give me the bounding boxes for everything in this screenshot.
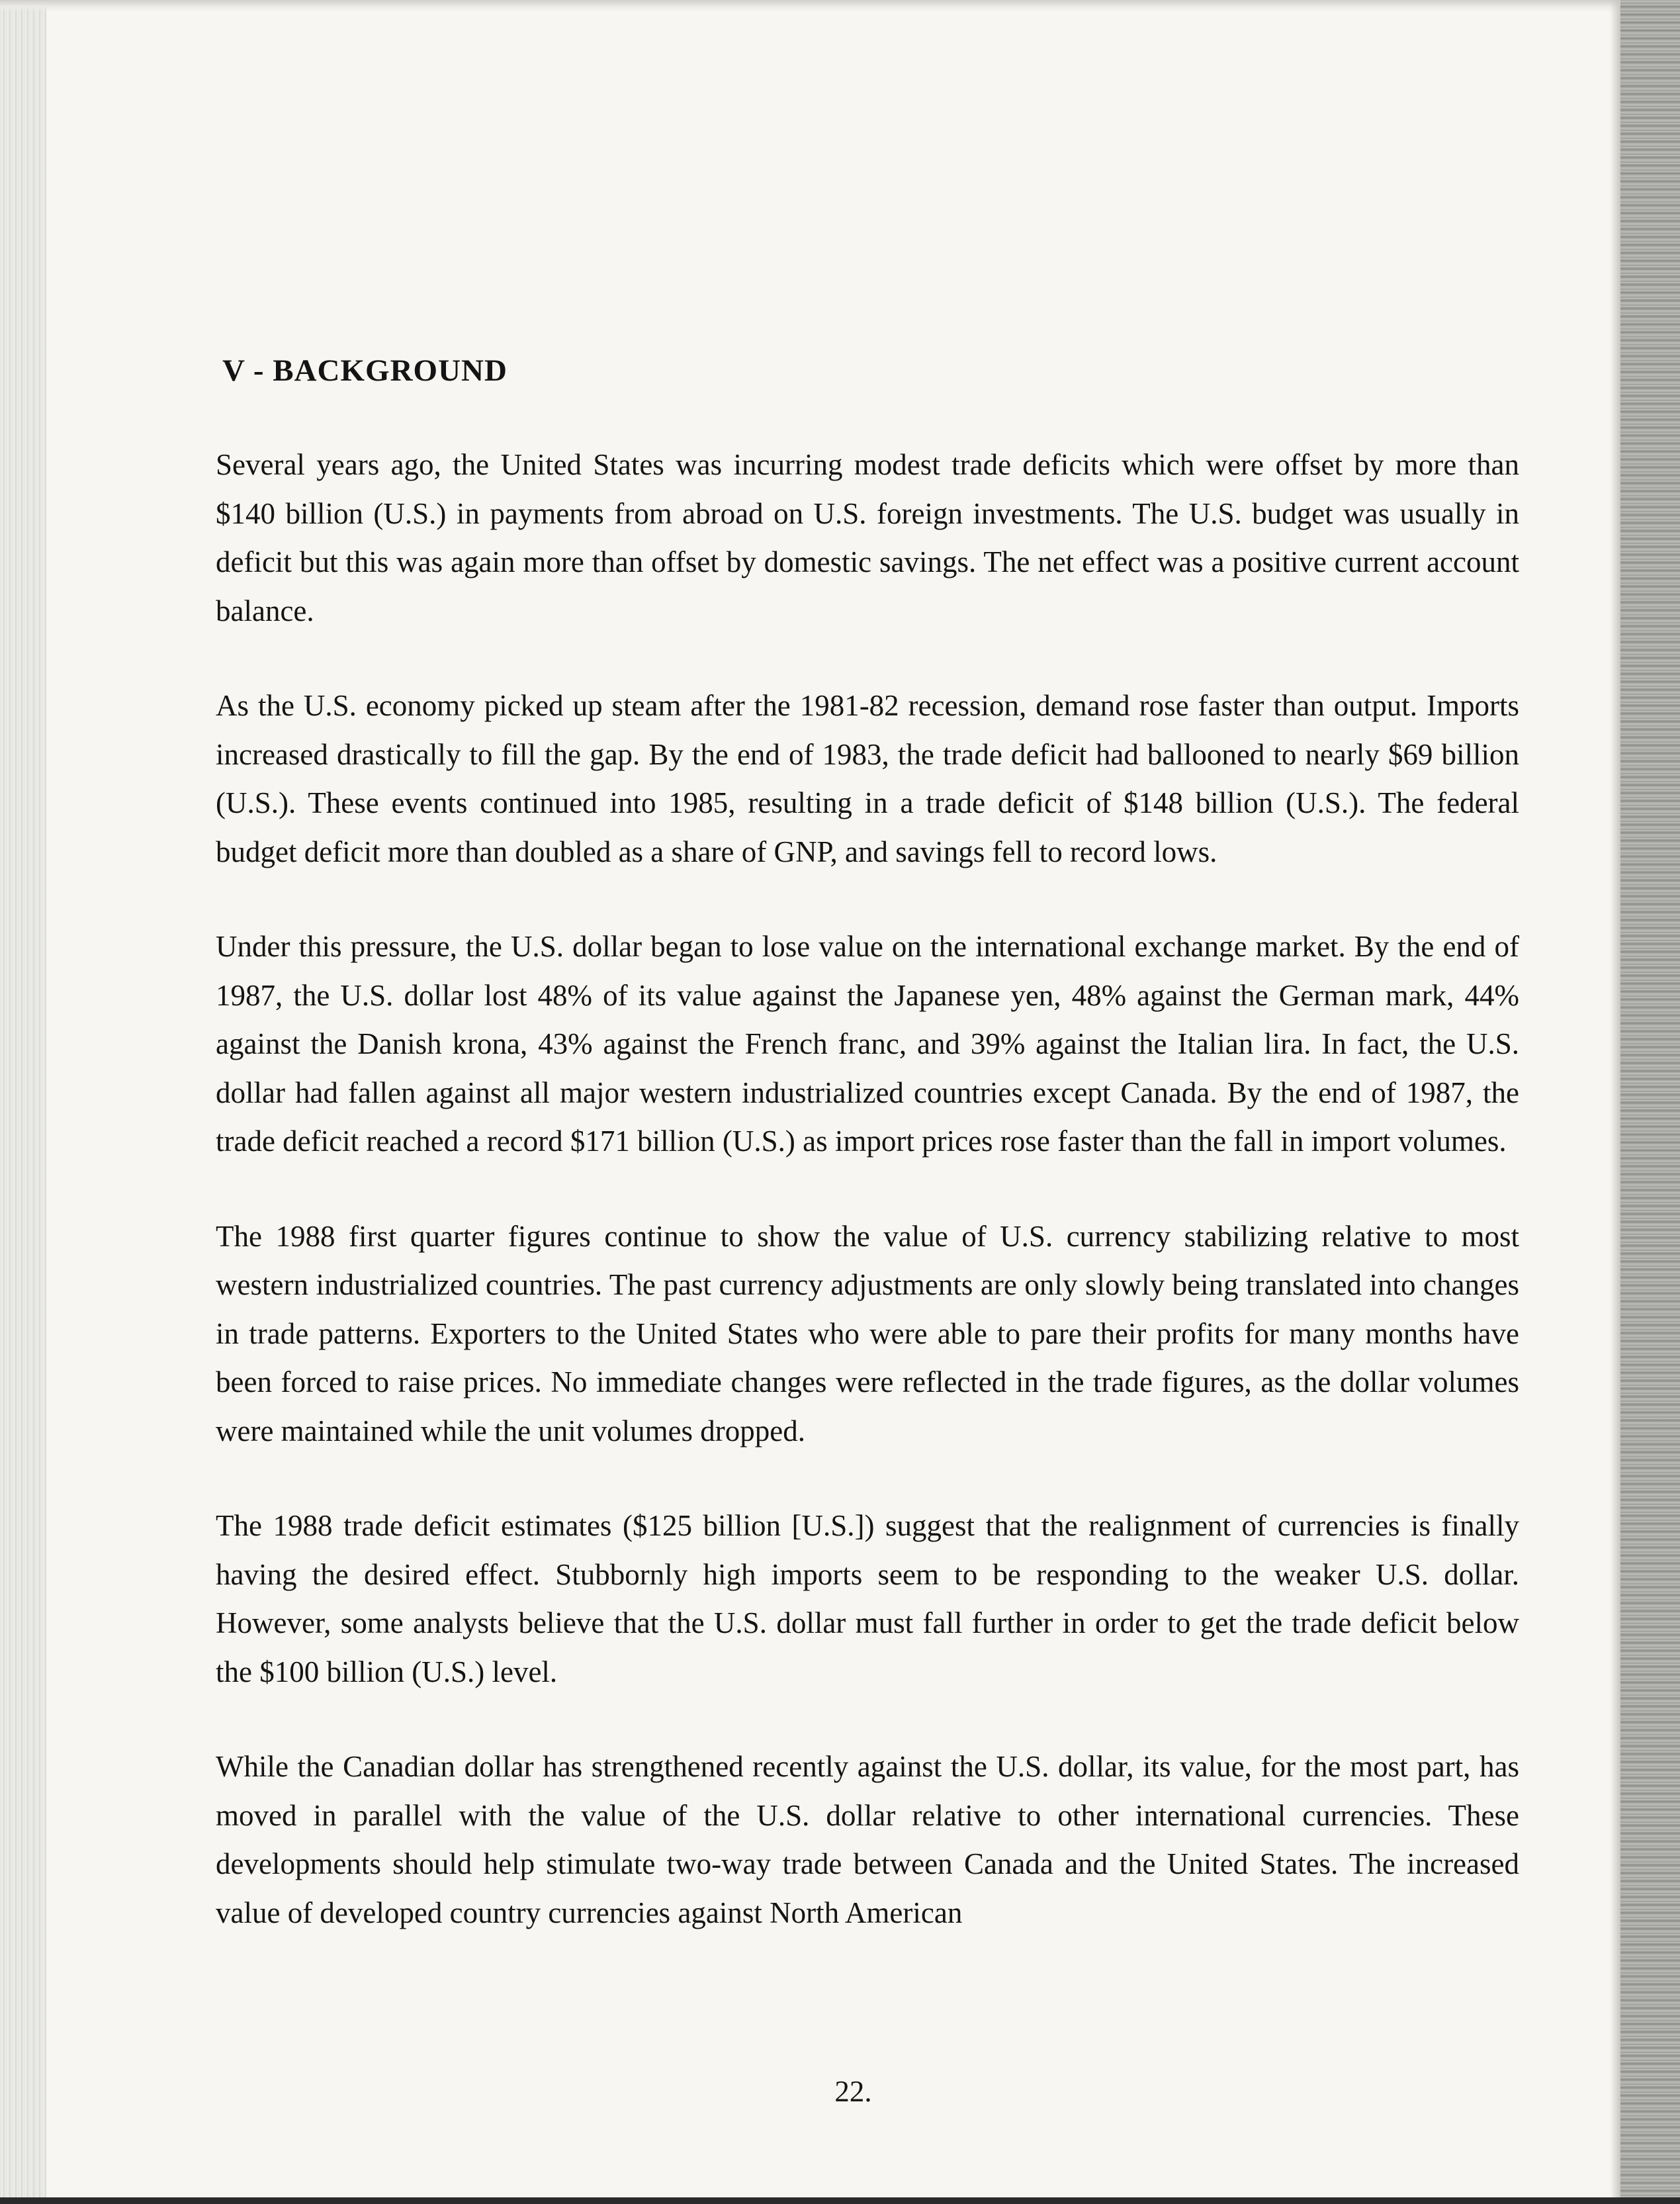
page-number: 22. [834, 2075, 872, 2108]
scan-top-edge [0, 0, 1680, 12]
scan-right-edge [1620, 0, 1680, 2204]
paragraph-1: Several years ago, the United States was incurring modest trade deficits which were offset by more than $140 billion (U.S.) in payments from abroad on U.S. foreign investments. The U.S. budget was usually in deficit but this was again more than offset by domestic savings. The net effect was a positive current account balance. [216, 448, 1519, 627]
paragraph-3: Under this pressure, the U.S. dollar began to lose value on the international exchange market. By the end of 1987, the U.S. dollar lost 48% of its value against the Japanese yen, 48% against the German mark, 44% against the Danish krona, 43% against the French franc, and 39% against the Italian lira. In fact, the U.S. dollar had fallen against all major western industrialized countries except Canada. By the end of 1987, the trade deficit reached a record $171 billion (U.S.) as import prices rose faster than the fall in import volumes. [216, 930, 1519, 1158]
scan-bottom-edge [0, 2197, 1680, 2204]
paragraph-2: As the U.S. economy picked up steam after the 1981-82 recession, demand rose faster than output. Imports increased drastically to fill the gap. By the end of 1983, the trade deficit had ballooned to nearly $69 billion (U.S.). These events continued into 1985, resulting in a trade deficit of $148 billion (U.S.). The federal budget deficit more than doubled as a share of GNP, and savings fell to record lows. [216, 689, 1519, 868]
paragraph-5: The 1988 trade deficit estimates ($125 billion [U.S.]) suggest that the realignment of currencies is finally having the desired effect. Stubbornly high imports seem to be responding to the weaker U.S. dollar. However, some analysts believe that the U.S. dollar must fall further in order to get the trade deficit below the $100 billion (U.S.) level. [216, 1509, 1519, 1688]
paragraph-6: While the Canadian dollar has strengthened recently against the U.S. dollar, its value, for the most part, has moved in parallel with the value of the U.S. dollar relative to other international currencies. These developments should help stimulate two-way trade between Canada and the United States. The increased value of developed country currencies against North American [216, 1750, 1519, 1929]
scan-right-shadow [1610, 0, 1620, 2204]
paragraph-4: The 1988 first quarter figures continue to show the value of U.S. currency stabilizing relative to most western industrialized countries. The past currency adjustments are only slowly being translated into changes in trade patterns. Exporters to the United States who were able to pare their profits for many months have been forced to raise prices. No immediate changes were reflected in the trade figures, as the dollar volumes were maintained while the unit volumes dropped. [216, 1219, 1519, 1447]
scan-left-edge [0, 0, 46, 2204]
section-heading: V - BACKGROUND [222, 353, 508, 388]
page-content [216, 344, 1519, 1984]
